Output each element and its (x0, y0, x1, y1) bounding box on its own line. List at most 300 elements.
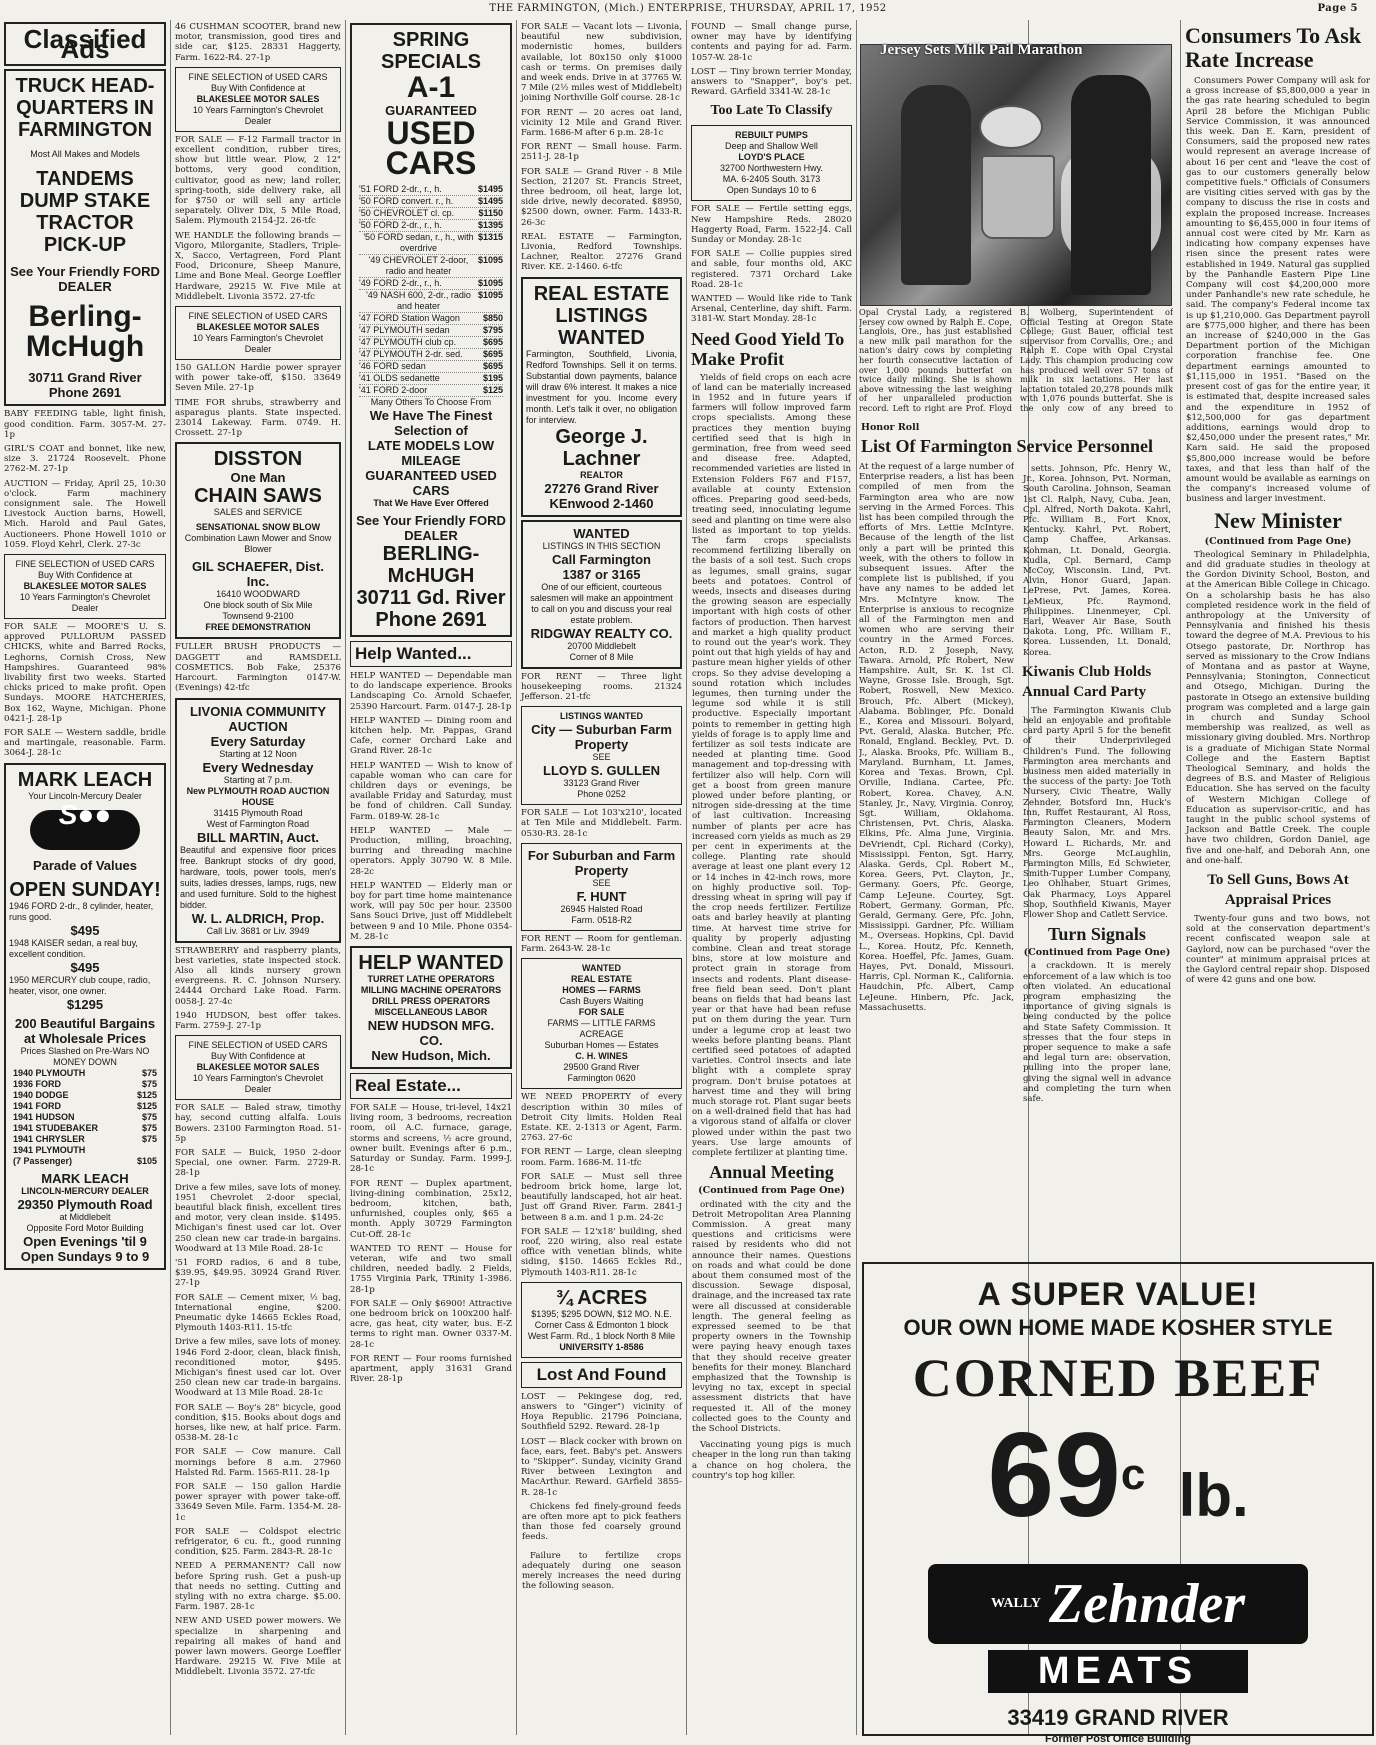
ad-line: FINE SELECTION of USED CARS (188, 71, 328, 82)
classified-item: FOR SALE — Must sell three bedroom brick home, large lot, beautifully landscaped, hot air heat. Just off Grand River. Farm. 2841-J between 8 a.m. and 1 p.m. 24-2c (521, 1171, 682, 1223)
article-headline: Turn Signals (1048, 924, 1146, 945)
honor-roll-body: At the request of a large number of Enterprise readers, a list has been compiled of men from the Farmington area who are now serving in the Armed Forces. This list has been compiled through the efforts of Mrs. Lettie McIntyre. Because of the length of the list only a part will be printed this week, with the others to follow in subsequent issues. After the complete list is published, if you have any names to be added let Mrs. McIntyre know. The Enterprise is anxious to recognize all of the Farmington men and women who are serving their country in the Armed Forces. Acton, R.D. 2 Joseph, Navy, Tawara. Arnold, Pfc Robert, New Hampshire. Ault, Sr. K. 1st Cl. Wayne, Grosse Isle. Brough, Sgt. Robert, Roswell, New Mexico. Brouch, Pfc. Albert (Mickey), Alabama. Boblinger, Pfc. Donald E., Korea and Missouri. Bolyard, Pvt. Gerald, Alaska. Butcher, Pfc. Ronald, England. Beckley, Pvt. D. J., Alaska. Brooks, Pfc. William B., Maryland. Burnham, Lt. James, Korea and Texas. Brown, Cpl. Orville, Indiana. Cartee, Pfc. Robert, Korea. Chavey, A.N. Stanley, Jr., Navy, Virginia. Conroy, Sgt. William, Oklahoma. Christensen, Pvt. Chris, Alaska. Elkins, Pfc. Alma June, Virginia. DeVriendt, Cpl. Richard (Corky), Mississippi. Fenton, Sgt. Harry, Alaska. Gerds, Cpl. Robert M., Korea. Geers, Pvt. Clayton, Jr., Germany. Goers, Pfc. George, Camp LeJeune. Courtey, Sgt. Robert, Germany. Gorman, Pfc. Gerald, Germany. Gere, Pfc. John, Mississippi. Gardner, Pfc. William M., Overseas. Hopkins, Cpl. David L., Korea. Houtz, Pfc. Kenneth, Korea. Hoeffel, Pfc. James, Guam. Hayes, Pvt. Donald, Missouri. Harris, Cpl. Norman K., California. Haudchin, Pfc. Albert, Camp LeJeune. Hinbern, Pfc. Jack, Massachusetts. (859, 462, 1014, 1013)
classified-item: FOR SALE — Coldspot electric refrigerator, 6 cu. ft., good running condition, $25. Farm. 2843-R. 28-1c (175, 1526, 341, 1558)
dealer-name: Berling-McHugh (25, 300, 145, 364)
ad-line: Many Others To Choose From (370, 397, 492, 407)
ad-line: USED CARS (385, 115, 477, 181)
bargain-row (13, 1079, 157, 1090)
article-body: setts. Johnson, Pfc. Henry W., Jr., Korea. Johnson, Pvt. Norman, South Carolina. Johnson, Seaman 1st Cl. Ralph, Navy, Cuba. Jean, Cpl. Alfred, North Dakota. Kahrl, Pfc. William B., Fort Knox, Kentucky. Kahrl, Pvt. Robert, Camp Chaffee, Arkansas. Kohman, Lt. Donald, Georgia. Kudla, Cpl. Bernard, Camp McCoy, Wisconsin. Lind, Pvt. Alvin, Honor Guard, Japan. LePrese, Pvt. James, Korea. LeMieux, Pfc. Raymond, Philippines. Linenmeyer, Cpl. Earl, Weaver Air Base, South Dakota. Long, Pfc. William F., Korea. Lussenden, Lt. Donald, Korea. (1023, 464, 1171, 658)
bargains-sub: Prices Slashed on Pre-Wars NO MONEY DOWN (20, 1045, 150, 1067)
ad-headline: WANTED (573, 525, 630, 541)
milk-scale-icon (979, 105, 1043, 149)
car-price: $850 (482, 313, 503, 323)
ad-line: Every Saturday (210, 733, 306, 749)
classified-item: FULLER BRUSH PRODUCTS — DAGGETT and RAMSDELL COSMETICS. Bob Fake, 25376 Harcourt. Farmington 0147-W. (Evenings) 42-tfc (175, 642, 341, 694)
logo-wally: WALLY (990, 1596, 1042, 1611)
car-model: '47 PLYMOUTH sedan (359, 325, 450, 335)
classified-item: HELP WANTED — Male — Production, milling, broaching, burring and threading machine operators. Apply 30790 W. 8 Mile. 28-2c (350, 825, 512, 877)
photo-title: Jersey Sets Milk Pail Marathon (880, 42, 1083, 58)
bargain-car: 1941 CHRYSLER (13, 1133, 85, 1144)
jersey-cow-photo (860, 44, 1172, 306)
classified-item: FOR SALE — Baled straw, timothy hay, second cutting alfalfa. Louis Bowers. 23100 Farmington Road. 51-5p (175, 1103, 341, 1144)
filler-text: Failure to fertilize crops adequately during one season merely increases the need during the following season. (522, 1550, 681, 1592)
spring-specials-ad (350, 23, 512, 637)
ad-headline: HELP WANTED (358, 952, 504, 975)
ad-line: GUARANTEED (385, 103, 477, 118)
lost-found-header: Lost And Found (521, 1362, 682, 1388)
car-price: $195 (482, 373, 503, 383)
classified-item: FOR SALE — 150 gallon Hardie power sprayer with power take-off. 33649 Seven Mile. Farm. 1354-M. 28-1c (175, 1482, 341, 1523)
ad-line: Starting at 12 Noon (219, 748, 297, 759)
article-subhead: (Continued from Page One) (698, 1185, 845, 1197)
car-row (359, 290, 503, 313)
car-row (359, 196, 503, 208)
classified-item: FOR SALE — Boy's 28" bicycle, good condition, $15. Books about dogs and horses, like new, at half price. Farm. 0538-M. 28-1c (175, 1402, 341, 1444)
car-listing: 1950 MERCURY club coupe, radio, heater, visor, one owner. (9, 974, 151, 996)
car-row (359, 278, 503, 290)
article-headline: Annual Meeting (709, 1162, 834, 1183)
ad-line: BLAKESLEE MOTOR SALES (196, 1062, 320, 1073)
honor-roll-col2 (1020, 462, 1174, 1257)
car-row (359, 337, 503, 349)
truck-ad (4, 69, 166, 406)
car-price: $695 (482, 337, 503, 347)
ad-line: LLOYD S. GULLEN (543, 763, 660, 779)
ad-line: BLAKESLEE MOTOR SALES (196, 322, 320, 333)
ad-line: Farm. 0518-R2 (571, 914, 632, 925)
bargain-row (13, 1145, 157, 1156)
classified-item: FOR SALE — Grand River - 8 Mile Section, 21207 St. Francis Street, three bedroom, oil heat, large lot, side drive, newly decorated. $8950, $2500 down, owner. Farm. 1433-R. 26-3c (521, 166, 682, 228)
classified-item: FOR SALE — Vacant lots — Livonia, beautiful new subdivision, modernistic homes, builders available, lot 80x150 only $1000 cash or terms. On premises daily and week ends. Drive in at 37765 W. 7 Mile (2½ miles west of Middlebelt) joining Northville Golf course. 28-1c (521, 22, 682, 104)
car-row (359, 361, 503, 373)
ad-line: FARMS — LITTLE FARMS ACREAGE (547, 1018, 656, 1040)
car-price: $1295 (66, 996, 104, 1012)
ad-headline: LISTINGS WANTED (560, 711, 643, 722)
column-2 (173, 20, 343, 1737)
classified-item: FOR RENT — Small house. Farm. 2511-J. 28-1p (521, 142, 682, 163)
article-body: The Farmington Kiwanis Club held an enjoyable and profitable card party April 5 for the benefit of their Underprivileged Children's Fund. The following Farmington area merchants and business men aided materially in the success of the party: Joe Toth Nursery, Civic Theatre, Wally Zehnder, Botsford Inn, Huck's Inn, Ruffet Restaurant, Al Ross, Farmington Cleaners, Modern Beauty Salon, Mr. and Mrs. Howard L. Richards, Mr. and Mrs. George McLaughlin, Farmington Mills, Ed Schwieter, Smith-Tupper Lumber Company, Leo Ohlhaber, Stuart Grimes, Oak Pharmacy, Loys Apparel Shop, Southfield Kiwanis, Mayer Flower Shop and Catlett Service. (1023, 705, 1171, 920)
column-3 (348, 20, 514, 1737)
help-wanted-list (348, 671, 514, 942)
ad-line: REALTOR (580, 469, 623, 480)
car-row (359, 184, 503, 196)
ad-line: KEnwood 2-1460 (549, 495, 654, 511)
ad-line: Buy With Confidence at (37, 570, 133, 581)
classified-item: 46 CUSHMAN SCOOTER, brand new motor, transmission, good tires and side car, $125. 28331 Haggerty, Farm. 1622-R4. 27-1p (175, 22, 341, 63)
car-model: '50 CHEVROLET cl. cp. (359, 208, 455, 218)
ad-line: 20700 Middlebelt (567, 640, 636, 651)
ad-line: UNIVERSITY 1-8586 (559, 1341, 644, 1352)
blakeslee-ad (175, 306, 341, 360)
ad-line: Cash Buyers Waiting (559, 996, 644, 1007)
classified-ads-title: Classified Ads (4, 22, 166, 66)
classified-item: AUCTION — Friday, April 25, 10:30 o'clock. Farm machinery consignment sale. The Howell Livestock Auction barns, Howell, Mich. Harold and Paul Gates, Auctioneers. Phone Howell 1010 or 1059. Floyd Kehrl, Clerk. 27-3c (4, 478, 166, 550)
article-subhead: (Continued from Page One) (1023, 947, 1171, 959)
column-7 (1183, 20, 1373, 1257)
classified-item: FOR SALE — Fertile setting eggs, New Hampshire Reds. 28020 Haggerty Road, Farm. 1522-J4. Call Sunday or Monday. 28-1c (691, 204, 852, 246)
bargain-row (13, 1156, 157, 1167)
ad-line: HOMES — FARMS (562, 985, 641, 996)
column-rule (345, 20, 346, 1735)
ad-headline: ¾ ACRES (555, 1286, 648, 1309)
masthead (0, 0, 1376, 18)
classified-item: HELP WANTED — Dining room and kitchen help. Mr. Pappas, Grand Cafe, corner Orchard Lake and Grand River. 28-1c (350, 715, 512, 757)
gullen-ad (521, 706, 682, 805)
ad-line: 27276 Grand River (544, 480, 659, 496)
article-headline: To Sell Guns, Bows At Appraisal Prices (1207, 872, 1349, 909)
classified-item: FOR SALE — MOORE'S U. S. approved PULLORUM PASSED CHICKS, white and Barred Rocks, Leghorns, Cornish Cross, New Hampshires. Guaranteed 98% livability first two weeks. Started chicks priced to make profit. Open Sundays. MOORE HATCHERIES, Box 162, Wayne, Michigan. Phone 0421-J. 28-1p (4, 622, 166, 724)
ad-line: Suburban Homes — Estates (544, 1040, 659, 1051)
article-headline: Kiwanis Club Holds Annual Card Party (1022, 663, 1152, 700)
honor-roll-head (859, 420, 1173, 460)
car-price: $1150 (478, 208, 503, 218)
ad-line: Opposite Ford Motor Building (26, 1222, 144, 1233)
ad-line: We Have The Finest Selection of (369, 408, 493, 438)
zehnder-corned-beef-ad (862, 1262, 1374, 1745)
car-model: '51 FORD 2-dr., r., h. (359, 184, 442, 194)
car-model: '47 PLYMOUTH club cp. (359, 337, 457, 347)
car-model: '47 PLYMOUTH 2-dr. sed. (359, 349, 463, 359)
bargain-row (13, 1134, 157, 1145)
ad-line: 10 Years Farmington's Chevrolet Dealer (192, 1073, 324, 1095)
bargain-price: $75 (141, 1111, 157, 1122)
ad-line: BLAKESLEE MOTOR SALES (196, 93, 320, 104)
ad-line: F. HUNT (576, 888, 627, 904)
ad-line: 32700 Northwestern Hwy. (720, 163, 823, 174)
ad-line: NEW HUDSON MFG. CO. (367, 1018, 495, 1049)
ad-line: FOR SALE (578, 1007, 625, 1018)
bargain-price: $75 (141, 1078, 157, 1089)
car-row (359, 208, 503, 220)
too-late-header: Too Late To Classify (710, 103, 833, 119)
ad-line: FINE SELECTION of USED CARS (15, 559, 155, 570)
ad-line: Most All Makes and Models (30, 149, 140, 160)
car-row (359, 385, 503, 397)
ad-line: Parade of Values (32, 857, 138, 873)
car-model: '47 FORD Station Wagon (359, 313, 460, 323)
classified-item: '51 FORD radios, 6 and 8 tube, $39.95, $49.95. 30924 Grand River. 27-1p (175, 1257, 341, 1289)
classified-item: FOR RENT — Three light housekeeping rooms. 21324 Jefferson. 21-tfc (521, 671, 682, 703)
article-kicker: Honor Roll (861, 422, 920, 433)
zehnder-logo (928, 1564, 1308, 1644)
store-note: Former Post Office Building (1044, 1733, 1192, 1745)
ad-line: Deep and Shallow Well (725, 141, 818, 152)
ad-line: Farmington 0620 (567, 1073, 636, 1084)
ad-line: Buy With Confidence at (210, 82, 306, 93)
article-body: Twenty-four guns and two bows, not sold at the conservation department's recent confiscated weapon sale at Gaylord, now can be purchased "over the counter" at minimum appraisal prices at the Gaylord central repair shop. Disposed of were 42 guns and one bow. (1186, 914, 1370, 986)
ad-line: One of our efficient, courteous salesmen will make an appointment to call on you and discuss your real estate problem. (530, 581, 673, 625)
ad-line: 26945 Halsted Road (560, 903, 643, 914)
ad-line: See Your Friendly FORD DEALER (356, 513, 506, 543)
product-name: CORNED BEEF (912, 1348, 1324, 1408)
ridgway-ad (521, 520, 682, 669)
ad-line: 1387 or 3165 (562, 566, 641, 582)
classified-list (519, 1092, 684, 1277)
bargain-car: 1941 HUDSON (13, 1111, 75, 1122)
classified-item: FOR SALE — Buick, 1950 2-door Special, one owner. Farm. 2729-R. 28-1p (175, 1147, 341, 1179)
article-body: Yields of field crops on each acre of land can be materially increased in 1952 and in future years if farmers will follow improved farm crops specialists. Among these practices they mention buying certified seed that is high in germination, free from weed seed and disease free. Adapted, recommended varieties are listed in Extension Folders F67 and F157, available at county Extension offices. Preparing good seed-beds, treating seed, innoculating legume seed and planting on time were also listed as important to top yields. The farm crops specialists recommend fertilizing liberally on the basis of a soil test. Such crops as legumes, small grains, sugar beets and potatoes. Control of weeds, insects and diseases during the growing season are especially important with high costs of other factors of production. Then harvest and market a high quality product to round out the year's work. They point out that high yields of hay and pasture mean higher yields of other crops. So they advise developing a sound rotation which includes legumes, then turning under the legume sod while it is still productive. Especially important points to remember in getting high yields of forage is to apply lime and fertilizer as soil tests indicate are needed at planting time. Good management and top-dressing with fertilizer also will help. Corn will get a boost from green manure plowed under before planting, or nitrogen side-dressing at the time of last cultivation. Increasing number of plants per acre has increased corn yields as much as 29 per cent in experiments at the college. Planting rate should average at least one plant every 12 or 14 inches in 42-inch rows, more on highly productive soil. Top-dressing wheat in spring will pay if the crop needs fertilizer. Fertilize oats and barley heavily at planting time. At harvest time strive for quality by properly adjusting combine. Clean and treat storage bins, store at low moisture and protect grain in storage from insects and rodents. Plant disease-free field bean seed. Don't plant beans on fields that had beans last year or that have had bean refuse put on them during the year. Turn under a legume crop at least two weeks before planting beans. Plant certified seed potatoes of adapted varieties. Control insects and late blight with a complete spray program. Don't bruise potatoes at harvest time and they will bring much storage rot. Plant sugar beets on a well-drained field that has had a vigorous stand of alfalfa or clover plowed under within the past two years. Use large amounts of complete fertilizer at planting time. (692, 372, 851, 1159)
ad-line: George J. Lachner (555, 425, 648, 470)
car-model: '49 NASH 600, 2-dr., radio and heater (366, 290, 471, 311)
ad-line: TURRET LATHE OPERATORS (367, 974, 495, 985)
mark-leach-ad (4, 763, 166, 1270)
classified-item: FOR RENT — Duplex apartment, living-dining combination, 25x12, bedroom, kitchen, bath, unfurnished, couples only, $65 a month. Apply 30729 Farmington Cut-Off. 28-1c (350, 1178, 512, 1240)
car-price: $795 (482, 325, 503, 335)
ad-line: REAL ESTATE (570, 974, 632, 985)
ad-line: 10 Years Farmington's Chevrolet Dealer (19, 592, 151, 614)
classified-list (519, 22, 684, 228)
classified-item: HELP WANTED — Elderly man or boy for part time home maintenance work, will pay 50c per hour. 23500 Sans Souci Drive, just off Middlebelt between 9 and 10 Mile. Phone 0354-M. 28-1c (350, 880, 512, 942)
column-rule (170, 20, 171, 1735)
livonia-auction-ad (175, 698, 341, 943)
ad-line: SEE (592, 752, 611, 763)
article-body: a crackdown. It is merely enforcement of a law which is too often violated. An educational program emphasizing the importance of giving signals is being conducted by the police and State Safety Commission. It stresses that the four steps in proper sequence to make a safe and legal turn are: observation, pulling into the proper lane, giving the signal well in advance and completing the turn when safe. (1023, 961, 1171, 1104)
bargain-car: 1941 PLYMOUTH (13, 1144, 86, 1155)
column-4 (519, 20, 684, 1737)
classified-item: WE HANDLE the following brands — Vigoro, Milorganite, Stadlers, Triple-X, Sacco, Vertagreen, Ford Plant Food, Driconure, Sheep Manure, Lime and Bone Meal. George Loeffler Hardware, 29215 W. Five Mile at Middlebelt. Livonia 3572. 27-tfc (175, 230, 341, 302)
car-row (359, 313, 503, 325)
ad-line: Beautiful and expensive floor prices free. Bankrupt stocks of dry good, hardware, tools, power tools, men's suits, ladies dresses, lamps, rugs, new and used furniture. Sold to the highest bidder. (180, 844, 336, 910)
ad-line: Farmington, Southfield, Livonia, Redford Townships. Sell it on terms. Substantial down payments, balance will draw 6% interest. It makes a nice investment for you. Income every month. Let's talk it over, no obligation for interview. (526, 348, 677, 425)
ad-line: One block south of Six Mile (203, 600, 313, 611)
classified-item: FOR SALE — 12'x18' building, shed roof, 220 wiring, also real estate office with venetian blinds, white siding, $150. 14665 Eckles Rd., Plymouth 1403-R11. 28-1c (521, 1226, 682, 1278)
classified-item: WANTED TO RENT — House for veteran, wife and two small children, needed badly. 2 Fields, 1755 Virginia Park, TRinity 1-3986. 28-1p (350, 1243, 512, 1295)
ad-line: Combination Lawn Mower and Snow Blower (184, 533, 332, 555)
logo-brand: Zehnder (1049, 1573, 1246, 1635)
bargain-price: $75 (141, 1122, 157, 1133)
dealer-address: 30711 Gd. River (356, 587, 506, 609)
masthead-text: THE FARMINGTON, (Mich.) ENTERPRISE, THURSDAY, APRIL 17, 1952 (489, 3, 887, 14)
help-wanted-header: Help Wanted... (350, 641, 512, 667)
classified-item: Drive a few miles, save lots of money. 1946 Ford 2-door, clean, black finish, reconditioned motor, $495. Michigan's finest used car lot. Over 250 clean new car trade-in bargains. Woodward at 13 Mile Road. 28-1c (175, 1337, 341, 1399)
ad-line: LATE MODELS LOW MILEAGE GUARANTEED USED CARS (365, 438, 497, 498)
article-subhead: (Continued from Page One) (1204, 535, 1352, 547)
classified-item: WANTED — Would like ride to Tank Arsenal, Centerline, day shift. Farm. 3181-W. Start Monday. 28-1c (691, 294, 852, 325)
car-model: '50 FORD sedan, r., h., with overdrive (363, 232, 474, 253)
classified-item: WE NEED PROPERTY of every description within 30 miles of Detroit City limits. Holden Real Estate. KE. 2-1313 or Agent, Farm. 2763. 27-6c (521, 1092, 682, 1144)
car-price: $1315 (477, 232, 503, 242)
ad-headline: LIVONIA COMMUNITY AUCTION (189, 703, 326, 734)
classified-item: FOR RENT — 20 acres oat land, vicinity 12 Mile and Grand River. Farm. 1686-M after 6 p.m. 28-1c (521, 107, 682, 139)
car-listing: 1948 KAISER sedan, a real buy, excellent condition. (9, 937, 138, 959)
bargain-row (13, 1123, 157, 1134)
bargain-car: (7 Passenger) (13, 1155, 73, 1166)
ad-line: Your Lincoln-Mercury Dealer (28, 790, 142, 801)
filler-text: Vaccinating young pigs is much cheaper in the long run than taking a chance on hog cholera, the country's top hog killer. (692, 1440, 851, 1481)
ad-headline: REAL ESTATE LISTINGS WANTED (533, 282, 670, 349)
bargain-price: $105 (136, 1155, 157, 1166)
bargain-price: $125 (136, 1089, 157, 1100)
dealer-phone: Phone 2691 (48, 385, 122, 401)
mercury-logo-icon: S●● (30, 810, 140, 850)
ad-line: BLAKESLEE MOTOR SALES (23, 581, 147, 592)
ad-line: Townsend 9-2100 (222, 611, 294, 622)
ad-line: Call Farmington (552, 551, 651, 567)
ad-line: FREE DEMONSTRATION (205, 622, 311, 633)
classified-item: FOR SALE — Western saddle, bridle and martingale, reasonable. Farm. 3064-J. 28-1c (4, 728, 166, 759)
ad-line: TANDEMS DUMP STAKE TRACTOR PICK-UP (19, 168, 151, 257)
ad-line: OUR OWN HOME MADE KOSHER STYLE (903, 1315, 1333, 1340)
classified-item: REAL ESTATE — Farmington, Livonia, Redford Townships. Lachner, Realtor. 27276 Grand River. KE. 2-1460. 6-tfc (521, 231, 682, 273)
column-rule (516, 20, 517, 1735)
ad-line: CHAIN SAWS (194, 485, 322, 508)
ad-line: SENSATIONAL SNOW BLOW (195, 522, 321, 533)
car-price: $1095 (477, 278, 503, 288)
car-price: $695 (482, 361, 503, 371)
price-value: 69 (987, 1408, 1121, 1542)
car-price: $495 (70, 922, 100, 938)
car-row (359, 232, 503, 255)
ad-line: SEE (592, 877, 611, 888)
article-headline: New Minister (1214, 507, 1342, 533)
column-rule (686, 20, 687, 1735)
column-1 (2, 20, 168, 1737)
ad-line: New Hudson, Mich. (371, 1048, 491, 1064)
classified-item: FOR SALE — House, tri-level, 14x21 living room, 3 bedrooms, recreation room, oil A.C. furnace, garage, storms and screens, ½ acre ground, owner built. Evenings after 6 p.m., Saturday or Sunday. Farm. 1999-J. 28-1c (350, 1103, 512, 1175)
classified-item: FOR RENT — Room for gentleman. Farm. 2643-W. 28-1c (521, 933, 682, 955)
ad-line: W. L. ALDRICH, Prop. (191, 910, 325, 926)
ad-line: 16410 WOODWARD (216, 589, 300, 600)
hunt-ad (521, 843, 682, 931)
ad-line: Open Sundays 10 to 6 (726, 185, 817, 196)
classified-item: FOR SALE — Collie puppies sired and sable, four months old, AKC registered. 7371 Orchard Lake Road. 28-1c (691, 249, 852, 290)
car-model: '49 FORD 2-dr., r., h. (359, 278, 442, 288)
blakeslee-ad (4, 554, 166, 619)
bargain-car: 1940 PLYMOUTH (13, 1067, 86, 1078)
car-price: $1095 (477, 290, 503, 300)
ad-line: 29350 Plymouth Road (17, 1196, 153, 1212)
bargain-price: $75 (141, 1067, 157, 1078)
classified-item: FOR SALE — Cow manure. Call mornings before 8 a.m. 27960 Halsted Rd. Farm. 1565-R11. 28-1p (175, 1447, 341, 1478)
real-estate-header: Real Estate... (350, 1073, 512, 1099)
bargain-car: 1936 FORD (13, 1078, 62, 1089)
ad-line: BILL MARTIN, Auct. (196, 829, 320, 845)
car-row (359, 255, 503, 278)
car-list (355, 184, 507, 397)
disston-ad (175, 442, 341, 639)
photo-caption: Opal Crystal Lady, a registered Jersey cow owned by Ralph E. Cope, Langlois, Ore., has just established a new milk pail marathon for the nation's dairy cows by completing her fourth consecutive lactation of over 1,000 pounds butterfat on twice daily milking. She is shown above witnessing the last weighing of her unparalleled production record. Left to right are Prof. Floyd B. Wolberg, Superintendent of Official Testing at Oregon State College; Gust Bauer, official test supervisor from Corvallis, Ore.; and Ralph E. Cope with Opal Crystal Lady. This champion producing cow has produced well over 57 tons of milk in six lactations. Her last lactation totaled 20,278 pounds milk with 1,076 pounds butterfat. She is the only cow of any breed to (859, 308, 1173, 413)
car-price: $125 (482, 385, 503, 395)
car-price: $1395 (477, 220, 503, 230)
article-headline: List Of Farmington Service Personnel (861, 436, 1153, 457)
ad-line: Phone 0252 (577, 789, 626, 800)
classified-item: LOST — Black cocker with brown on face, ears, feet. Baby's pet. Answers to "Skipper". Sunday, vicinity Grand River between Lexington and MacArthur. Reward. GArfield 3855-R. 28-1c (521, 1436, 682, 1498)
dealer-address: 30711 Grand River (28, 370, 142, 386)
milk-pail-icon (981, 155, 1055, 239)
ad-line: Buy With Confidence at (210, 1051, 306, 1062)
ad-line: Open Evenings 'til 9 (23, 1233, 147, 1249)
acres-ad (521, 1282, 682, 1358)
car-listing: 1946 FORD 2-dr., 8 cylinder, heater, runs good. (9, 900, 154, 922)
classified-item: FOR SALE — F-12 Farmall tractor in excellent condition, rubber tires, show but little wear. Plow, 2 12" bottoms, very good condition, cultivator, good as new; land roller, spring-tooth, side delivery rake, all for $750 or will sell any article separately. Oliver Dix, 5 Mile Road, Salem. Plymouth 2154-J2. 26-tfc (175, 134, 341, 227)
ad-line: GIL SCHAEFER, Dist. Inc. (192, 559, 324, 590)
bargain-car: 1941 FORD (13, 1100, 62, 1111)
ad-line: LOYD'S PLACE (738, 152, 805, 163)
classified-item: LOST — Pekingese dog, red, answers to "Ginger") vicinity of Hoya Republic. 21796 Poinciana, Southfield 5292. Reward. 28-1p (521, 1391, 682, 1433)
logo-meats: MEATS (988, 1650, 1248, 1693)
page-number: Page 5 (1317, 3, 1358, 14)
price-unit: lb. (1178, 1462, 1249, 1529)
wines-ad (521, 958, 682, 1089)
ad-line: LISTINGS IN THIS SECTION (542, 540, 661, 551)
article-headline: Need Good Yield To Make Profit (691, 328, 845, 369)
ad-line: Starting at 7 p.m. (223, 774, 293, 785)
car-row (359, 325, 503, 337)
ad-line: 29500 Grand River (563, 1062, 640, 1073)
ad-line: FINE SELECTION of USED CARS (188, 311, 328, 322)
ad-headline: For Suburban and Farm Property (527, 847, 676, 878)
car-model: '50 FORD convert. r., h. (359, 196, 454, 206)
ad-headline: REBUILT PUMPS (735, 130, 808, 141)
ad-headline: A SUPER VALUE! (977, 1276, 1259, 1312)
car-model: '41 FORD 2-door (359, 385, 428, 395)
ad-line: Open Sundays 9 to 9 (20, 1248, 150, 1264)
bargain-car: 1941 STUDEBAKER (13, 1122, 99, 1133)
ad-line: SALES and SERVICE (213, 507, 303, 518)
car-price: $1095 (477, 255, 503, 265)
pumps-ad (691, 125, 852, 201)
classified-item: FOR SALE — Only $6900! Attractive one bedroom brick on 100x200 half-acre, gas heat, city water, bus. E-Z terms to right man. Owner 0337-M. 28-1c (350, 1298, 512, 1350)
bargain-row (13, 1068, 157, 1079)
car-row (359, 220, 503, 232)
dealer-phone: Phone 2691 (375, 609, 487, 631)
car-model: '49 CHEVROLET 2-door, radio and heater (368, 255, 469, 276)
car-price: $1495 (477, 184, 503, 194)
classified-item: STRAWBERRY and raspberry plants, best varieties, state inspected stock. Also all kinds nursery grown evergreens. R. C. Johnson Nursery. 24444 Orchard Lake Road. Farm. 0058-J. 27-4c (175, 945, 341, 1007)
classified-item: HELP WANTED — Dependable man to do landscape experience. Brooks Landscaping Co. Arnold Schaefer, 25390 Harcourt. Farm. 0147-J. 28-1p (350, 671, 512, 712)
filler-text: Chickens fed finely-ground feeds are often more apt to pick feathers than those fed coarsely ground feeds. (522, 1501, 681, 1543)
column-rule (856, 20, 857, 1735)
price-cents: c (1120, 1450, 1146, 1499)
classified-item: BABY FEEDING table, light finish, good condition. Farm. 3057-M. 27-1p (4, 409, 166, 440)
bargains-headline: 200 Beautiful Bargains at Wholesale Prices (14, 1015, 156, 1046)
classified-item: 150 GALLON Hardie power sprayer with power take-off, $150. 33649 Seven Mile. 27-1p (175, 363, 341, 394)
ad-line: at Middlebelt (59, 1211, 111, 1222)
ad-line: Call Liv. 3681 or Liv. 3949 (206, 925, 310, 936)
ad-line: DRILL PRESS OPERATORS (371, 996, 491, 1007)
classified-list (173, 1103, 343, 1678)
bargain-list (9, 1068, 161, 1167)
car-price: $695 (482, 349, 503, 359)
bargain-price: $75 (141, 1133, 157, 1144)
person-figure (901, 85, 971, 285)
dealer-name: BERLING-McHUGH (382, 543, 480, 587)
ad-line: That We Have Ever Offered (373, 498, 489, 508)
ad-line: West of Farmington Road (206, 818, 310, 829)
classified-item: FOUND — Small change purse, owner may have by identifying contents and paying for ad. Farm. 1057-W. 28-1c (691, 22, 852, 63)
ad-line: MISCELLANEOUS LABOR (374, 1007, 488, 1018)
ad-headline: TRUCK HEAD-QUARTERS IN FARMINGTON (15, 75, 155, 142)
ad-line: 31415 Plymouth Road (213, 807, 303, 818)
classified-item: FOR SALE — Lot 103'x210', located at Ten Mile and Middlebelt. Farm. 0530-R3. 28-1c (521, 808, 682, 839)
bargain-price: $125 (136, 1100, 157, 1111)
ad-line: RIDGWAY REALTY CO. (530, 625, 673, 641)
new-hudson-ad (350, 946, 512, 1069)
classified-item: FOR SALE — Cement mixer, ½ bag, International engine, $200. Pneumatic dyke 14665 Eckles Road, Plymouth 1403-R11. 15-tfc (175, 1292, 341, 1334)
ad-line: See Your Friendly FORD DEALER (10, 264, 160, 295)
store-address: 33419 GRAND RIVER (1007, 1705, 1229, 1730)
real-estate-list (348, 1103, 514, 1384)
car-row (359, 349, 503, 361)
classified-item: NEED A PERMANENT? Call now before Spring rush. Get a push-up that needs no setting. Cutting and styling with no extra charge. $5.00. Farm. 1987. 28-1c (175, 1561, 341, 1613)
ad-line: MARK LEACH (41, 1170, 129, 1186)
ad-line: New PLYMOUTH ROAD AUCTION HOUSE (186, 785, 330, 807)
ad-line: MA. 6-2405 South. 3173 (722, 174, 821, 185)
classified-item: HELP WANTED — Wish to know of capable woman who can care for children days or evenings, be available Friday and Saturday, must be fond of children. Call Sunday. Farm. 0189-W. 28-1c (350, 760, 512, 822)
column-5 (689, 20, 854, 1737)
car-row (359, 373, 503, 385)
ad-line: MILLING MACHINE OPERATORS (360, 985, 502, 996)
